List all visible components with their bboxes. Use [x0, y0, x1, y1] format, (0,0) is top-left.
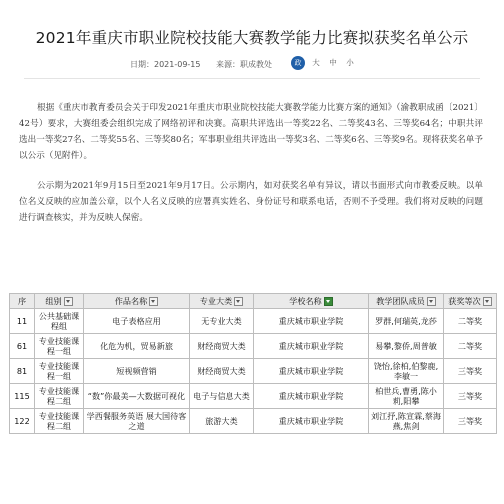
- cell-award: 三等奖: [444, 359, 497, 384]
- column-header[interactable]: 教学团队成员: [369, 294, 444, 309]
- cell-school: 重庆城市职业学院: [254, 359, 369, 384]
- gov-logo-icon: 政: [291, 56, 305, 70]
- cell-team: 饶怡,徐柏,伯黎鹿,李敏一: [369, 359, 444, 384]
- cell-work-title: 学西餐服务英语 展大国待客之道: [84, 409, 190, 434]
- cell-school: 重庆城市职业学院: [254, 384, 369, 409]
- cell-group: 专业技能课程一组: [35, 334, 84, 359]
- cell-award: 三等奖: [444, 409, 497, 434]
- cell-index: 81: [10, 359, 35, 384]
- cell-group: 专业技能课程二组: [35, 409, 84, 434]
- cell-team: 易攀,黎侨,周普敏: [369, 334, 444, 359]
- cell-school: 重庆城市职业学院: [254, 309, 369, 334]
- cell-award: 二等奖: [444, 334, 497, 359]
- body-paragraph-2: 公示期为2021年9月15日至2021年9月17日。公示期内，如对获奖名单有异议，请以书面形式向市教委反映。以单位名义反映的应加盖公章，以个人名义反映的应署真实姓名、身份证号和联系电话，否则不予受理。我们将对反映的问题进行调查核实，并为反映人保密。: [19, 181, 483, 223]
- cell-major: 旅游大类: [190, 409, 254, 434]
- cell-group: 专业技能课程二组: [35, 384, 84, 409]
- cell-award: 二等奖: [444, 309, 497, 334]
- table-row: [10, 334, 497, 359]
- filter-dropdown-icon[interactable]: [149, 297, 158, 306]
- column-header[interactable]: 学校名称: [254, 294, 369, 309]
- cell-major: 电子与信息大类: [190, 384, 254, 409]
- publish-date: 日期：2021-09-15: [130, 60, 201, 69]
- cell-group: 公共基础课程组: [35, 309, 84, 334]
- cell-index: 11: [10, 309, 35, 334]
- cell-index: 122: [10, 409, 35, 434]
- article-meta: [0, 56, 504, 72]
- header-divider: [24, 78, 480, 79]
- cell-team: 罗群,何瑞英,龙莎: [369, 309, 444, 334]
- cell-work-title: “数”你最美—大数据可视化: [84, 384, 190, 409]
- column-header[interactable]: 获奖等次: [444, 294, 497, 309]
- article-source: 来源：职成教处: [216, 60, 272, 69]
- award-list-table: [9, 293, 497, 434]
- table-header-row: [10, 294, 497, 309]
- cell-work-title: 电子表格应用: [84, 309, 190, 334]
- cell-team: 刘江抒,陈宣霖,蔡海燕,焦剑: [369, 409, 444, 434]
- table-row: [10, 309, 497, 334]
- table-row: [10, 384, 497, 409]
- filter-dropdown-icon[interactable]: [483, 297, 492, 306]
- font-size-medium-button[interactable]: 中: [329, 58, 337, 67]
- column-header[interactable]: 作品名称: [84, 294, 190, 309]
- filter-active-icon[interactable]: [324, 297, 333, 306]
- cell-award: 三等奖: [444, 384, 497, 409]
- cell-team: 柏世兵,曹勇,陈小莉,阳攀: [369, 384, 444, 409]
- cell-group: 专业技能课程一组: [35, 359, 84, 384]
- cell-school: 重庆城市职业学院: [254, 334, 369, 359]
- filter-dropdown-icon[interactable]: [427, 297, 436, 306]
- cell-major: 财经商贸大类: [190, 334, 254, 359]
- article-title: 2021年重庆市职业院校技能大赛教学能力比赛拟获奖名单公示: [35, 29, 469, 47]
- filter-dropdown-icon[interactable]: [64, 297, 73, 306]
- font-size-small-button[interactable]: 小: [346, 58, 354, 67]
- cell-index: 115: [10, 384, 35, 409]
- table-row: [10, 359, 497, 384]
- cell-major: 财经商贸大类: [190, 359, 254, 384]
- filter-dropdown-icon[interactable]: [234, 297, 243, 306]
- font-size-large-button[interactable]: 大: [312, 58, 320, 67]
- cell-work-title: 短视频营销: [84, 359, 190, 384]
- cell-major: 无专业大类: [190, 309, 254, 334]
- table-row: [10, 409, 497, 434]
- cell-school: 重庆城市职业学院: [254, 409, 369, 434]
- column-header[interactable]: 专业大类: [190, 294, 254, 309]
- cell-index: 61: [10, 334, 35, 359]
- body-paragraph-1: 根据《重庆市教育委员会关于印发2021年重庆市职业院校技能大赛教学能力比赛方案的通知》（渝教职成函〔2021〕42号）要求，大赛组委会组织完成了网络初评和决赛。高职共评选出一等奖22名、二等奖43名、三等奖64名；中职共评选出一等奖27名、二等奖55名、三等奖80名；军事职业组共评选出一等奖3名、二等奖6名、三等奖9名。现将获奖名单予以公示（见附件）。: [19, 103, 483, 161]
- column-header[interactable]: 序: [10, 294, 35, 309]
- cell-work-title: 化危为机，贸易新旅: [84, 334, 190, 359]
- column-header[interactable]: 组别: [35, 294, 84, 309]
